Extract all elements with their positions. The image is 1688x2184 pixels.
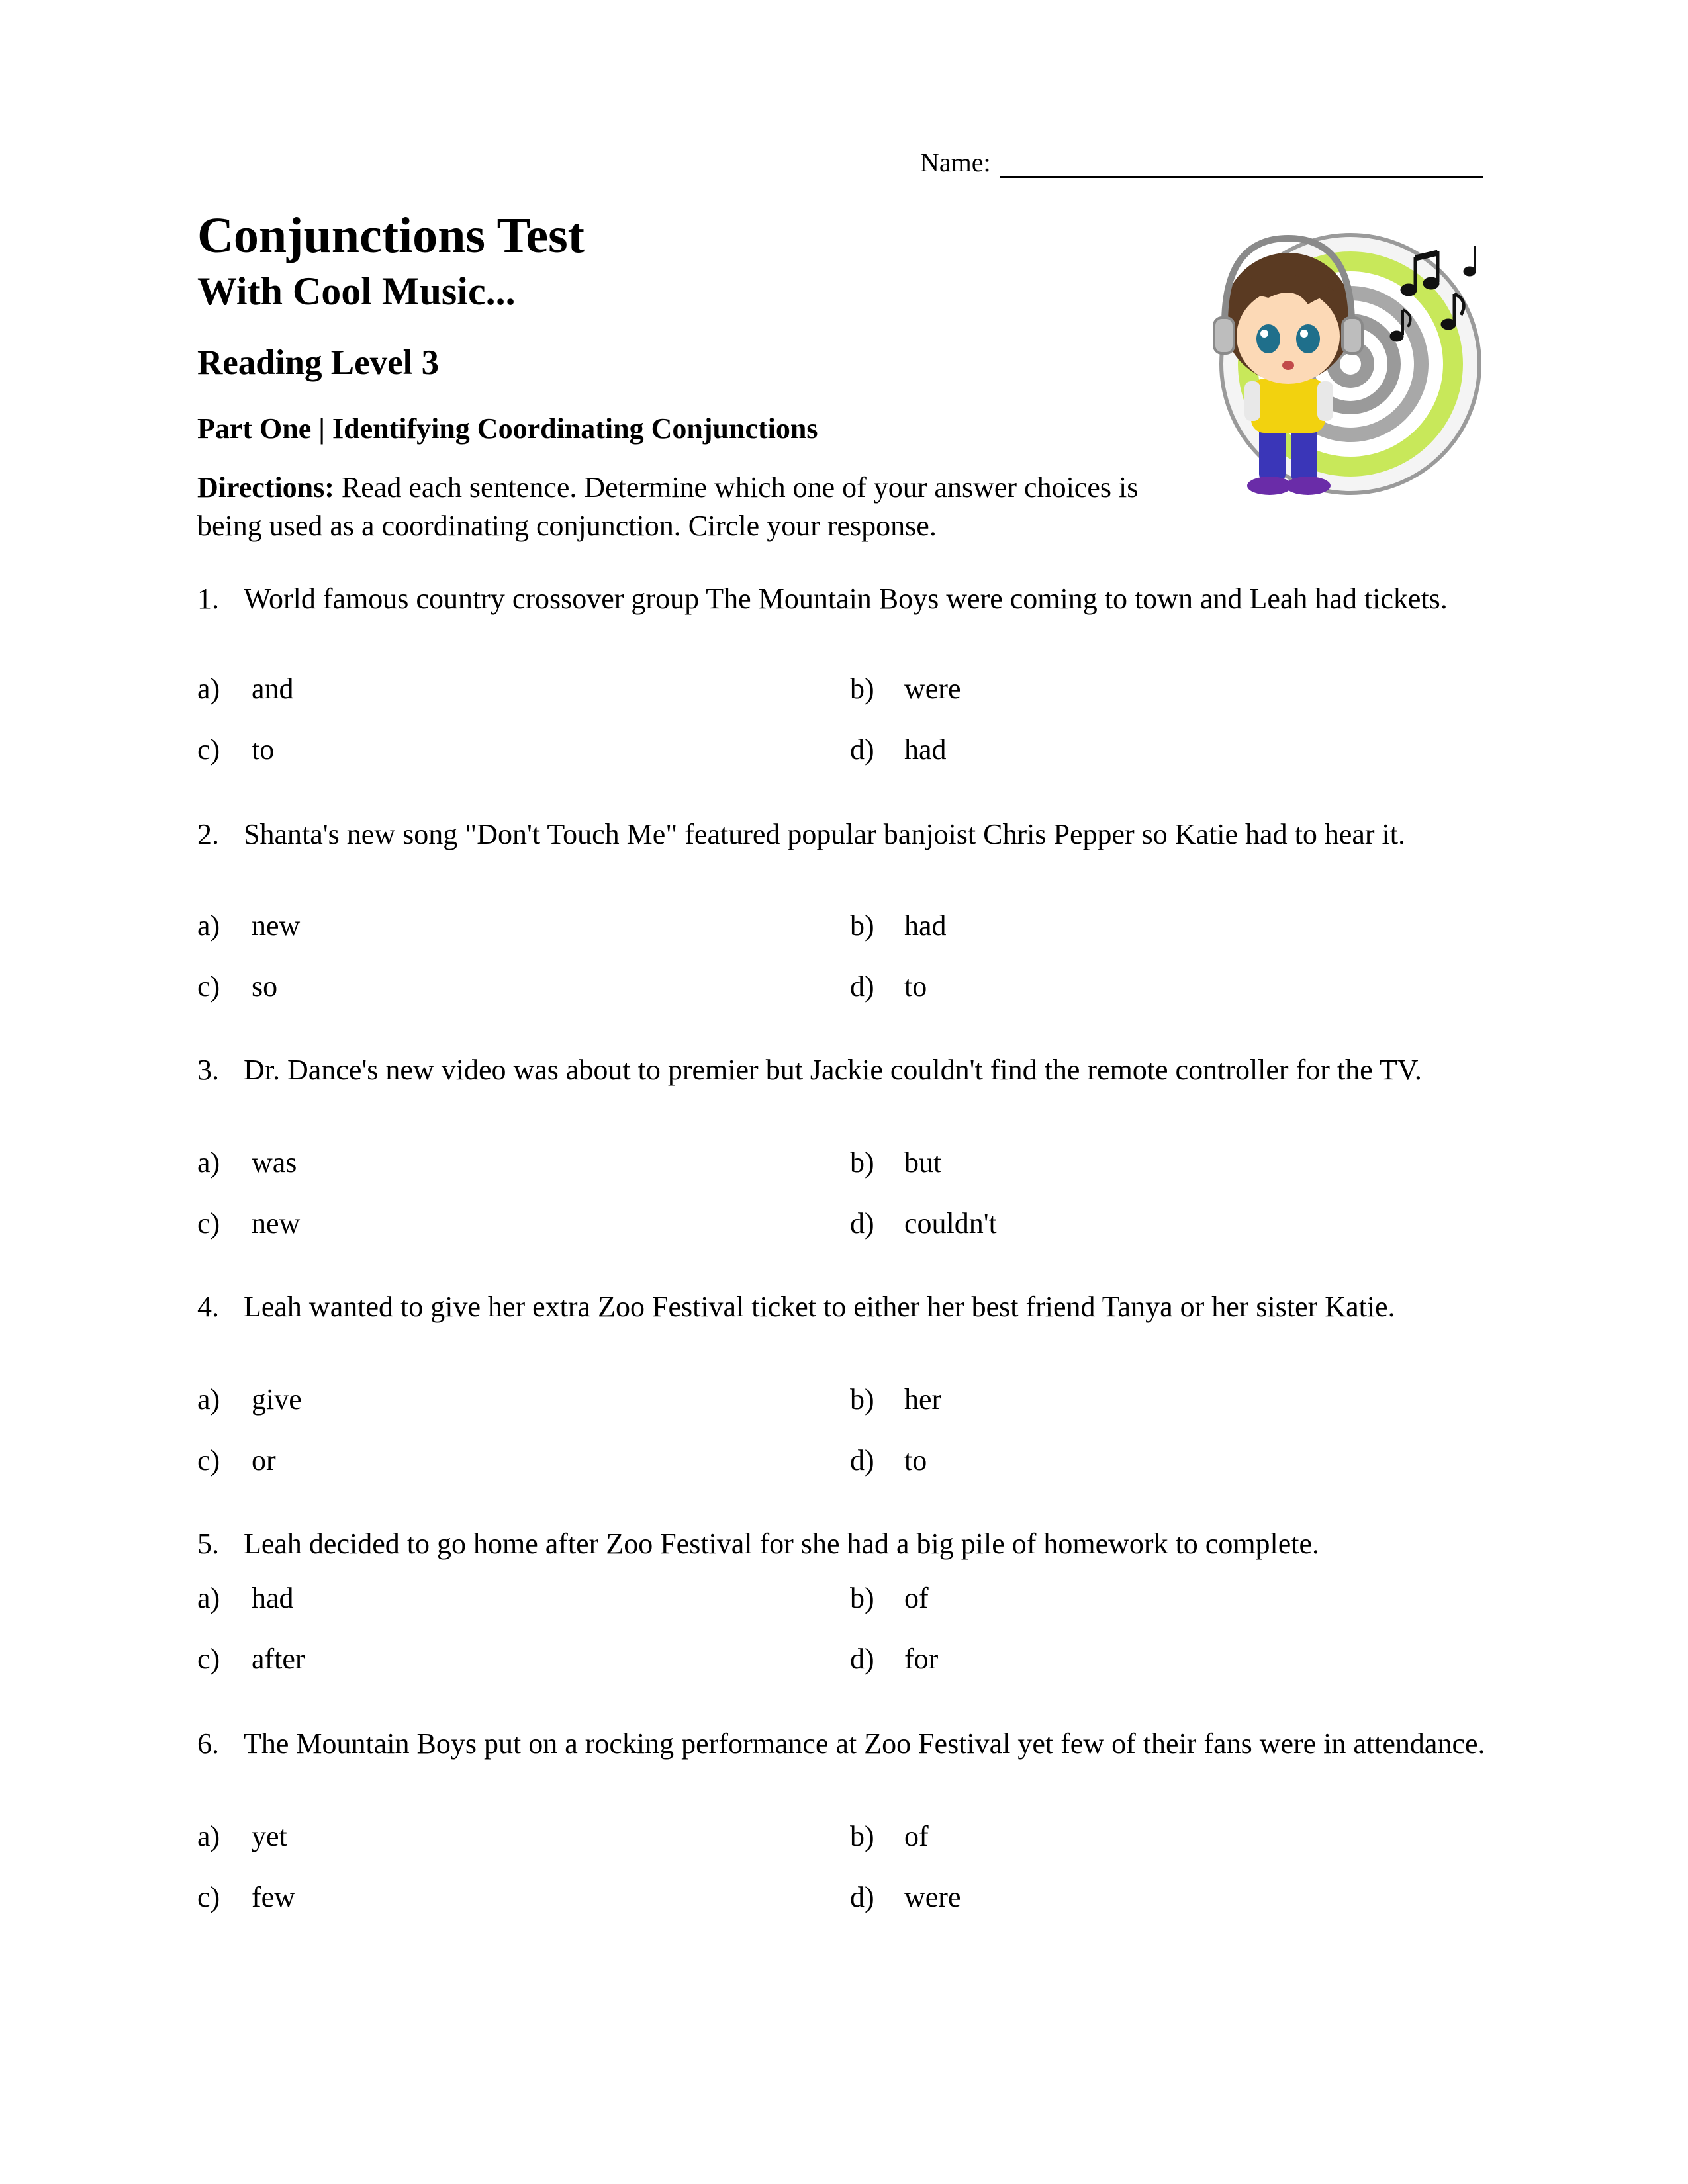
choice-2d[interactable] bbox=[850, 968, 927, 1006]
choice-5b[interactable] bbox=[850, 1579, 929, 1617]
choice-word: were bbox=[904, 672, 961, 705]
choice-word: of bbox=[904, 1820, 929, 1852]
question-text: World famous country crossover group The Mountain Boys were coming to town and Leah had tickets. bbox=[244, 582, 1448, 615]
choice-letter: a) bbox=[197, 1146, 220, 1179]
choice-word: but bbox=[904, 1146, 942, 1179]
choice-2a[interactable] bbox=[197, 907, 300, 945]
boy-with-headphones-music-notes-icon bbox=[1198, 225, 1489, 503]
choice-4a[interactable] bbox=[197, 1381, 302, 1419]
choice-word: and bbox=[252, 672, 294, 705]
choice-letter: a) bbox=[197, 1820, 220, 1852]
choice-letter: a) bbox=[197, 1582, 220, 1614]
question-text: Leah wanted to give her extra Zoo Festival ticket to either her best friend Tanya or her sister Katie. bbox=[244, 1291, 1395, 1323]
choice-word: her bbox=[904, 1383, 942, 1416]
choice-6b[interactable] bbox=[850, 1817, 929, 1856]
choice-3b[interactable] bbox=[850, 1144, 941, 1182]
choice-word: couldn't bbox=[904, 1207, 997, 1240]
choice-word: new bbox=[252, 909, 301, 942]
choice-letter: b) bbox=[850, 1820, 874, 1852]
question-1 bbox=[197, 580, 1495, 618]
choice-letter: d) bbox=[850, 1881, 874, 1913]
name-field[interactable] bbox=[920, 147, 1483, 178]
choice-word: give bbox=[252, 1383, 302, 1416]
reading-level: Reading Level 3 bbox=[197, 343, 440, 382]
choice-5d[interactable] bbox=[850, 1640, 938, 1678]
choice-6c[interactable] bbox=[197, 1878, 295, 1917]
page-title: Conjunctions Test bbox=[197, 208, 585, 263]
choice-4c[interactable] bbox=[197, 1441, 276, 1480]
question-number: 1. bbox=[197, 582, 219, 615]
name-label: Name: bbox=[920, 148, 991, 177]
choice-word: was bbox=[252, 1146, 297, 1179]
choice-letter: d) bbox=[850, 733, 874, 766]
choice-1a[interactable] bbox=[197, 670, 294, 708]
choice-word: had bbox=[904, 733, 947, 766]
choice-word: of bbox=[904, 1582, 929, 1614]
choice-word: to bbox=[252, 733, 275, 766]
question-5 bbox=[197, 1525, 1495, 1563]
choice-letter: b) bbox=[850, 672, 874, 705]
choice-letter: c) bbox=[197, 1207, 220, 1240]
choice-letter: b) bbox=[850, 1146, 874, 1179]
question-number: 5. bbox=[197, 1527, 219, 1560]
choice-letter: b) bbox=[850, 1582, 874, 1614]
choice-2c[interactable] bbox=[197, 968, 277, 1006]
choice-word: to bbox=[904, 970, 927, 1003]
choice-letter: a) bbox=[197, 909, 220, 942]
choice-6a[interactable] bbox=[197, 1817, 287, 1856]
choice-letter: a) bbox=[197, 1383, 220, 1416]
choice-word: new bbox=[252, 1207, 301, 1240]
choice-letter: c) bbox=[197, 1881, 220, 1913]
choice-word: or bbox=[252, 1444, 276, 1477]
choice-1b[interactable] bbox=[850, 670, 961, 708]
question-2 bbox=[197, 815, 1495, 854]
question-3 bbox=[197, 1051, 1495, 1089]
choice-5a[interactable] bbox=[197, 1579, 294, 1617]
directions-label: Directions: bbox=[197, 471, 334, 504]
choice-word: for bbox=[904, 1643, 939, 1675]
choice-letter: d) bbox=[850, 1207, 874, 1240]
choice-1c[interactable] bbox=[197, 731, 274, 769]
choice-5c[interactable] bbox=[197, 1640, 305, 1678]
choice-letter: b) bbox=[850, 1383, 874, 1416]
question-number: 6. bbox=[197, 1727, 219, 1760]
question-6 bbox=[197, 1725, 1495, 1763]
name-blank-line[interactable] bbox=[1000, 148, 1483, 178]
question-text: Dr. Dance's new video was about to premier but Jackie couldn't find the remote controller for the TV. bbox=[244, 1054, 1422, 1086]
choice-word: had bbox=[904, 909, 947, 942]
choice-word: after bbox=[252, 1643, 305, 1675]
choice-letter: a) bbox=[197, 672, 220, 705]
choice-3d[interactable] bbox=[850, 1205, 997, 1243]
choice-3c[interactable] bbox=[197, 1205, 300, 1243]
choice-4d[interactable] bbox=[850, 1441, 927, 1480]
question-number: 3. bbox=[197, 1054, 219, 1086]
choice-word: few bbox=[252, 1881, 295, 1913]
directions-text: Read each sentence. Determine which one of your answer choices is being used as a coordinating conjunction. Circle your response. bbox=[197, 471, 1139, 542]
choice-word: were bbox=[904, 1881, 961, 1913]
directions bbox=[197, 469, 1190, 545]
choice-letter: d) bbox=[850, 1444, 874, 1477]
choice-letter: c) bbox=[197, 733, 220, 766]
choice-3a[interactable] bbox=[197, 1144, 297, 1182]
question-text: The Mountain Boys put on a rocking performance at Zoo Festival yet few of their fans were in attendance. bbox=[244, 1727, 1485, 1760]
question-text: Shanta's new song "Don't Touch Me" featured popular banjoist Chris Pepper so Katie had to hear it. bbox=[244, 818, 1405, 850]
choice-letter: c) bbox=[197, 1444, 220, 1477]
question-number: 4. bbox=[197, 1291, 219, 1323]
question-number: 2. bbox=[197, 818, 219, 850]
choice-word: yet bbox=[252, 1820, 287, 1852]
page-subtitle: With Cool Music... bbox=[197, 269, 516, 313]
choice-1d[interactable] bbox=[850, 731, 947, 769]
choice-word: had bbox=[252, 1582, 294, 1614]
choice-2b[interactable] bbox=[850, 907, 947, 945]
choice-4b[interactable] bbox=[850, 1381, 941, 1419]
choice-word: so bbox=[252, 970, 278, 1003]
part-title: Part One | Identifying Coordinating Conjunctions bbox=[197, 412, 818, 445]
choice-letter: c) bbox=[197, 1643, 220, 1675]
choice-6d[interactable] bbox=[850, 1878, 961, 1917]
question-4 bbox=[197, 1288, 1495, 1326]
choice-letter: c) bbox=[197, 970, 220, 1003]
choice-letter: d) bbox=[850, 1643, 874, 1675]
choice-letter: d) bbox=[850, 970, 874, 1003]
choice-word: to bbox=[904, 1444, 927, 1477]
question-text: Leah decided to go home after Zoo Festival for she had a big pile of homework to complete. bbox=[244, 1527, 1320, 1560]
choice-letter: b) bbox=[850, 909, 874, 942]
